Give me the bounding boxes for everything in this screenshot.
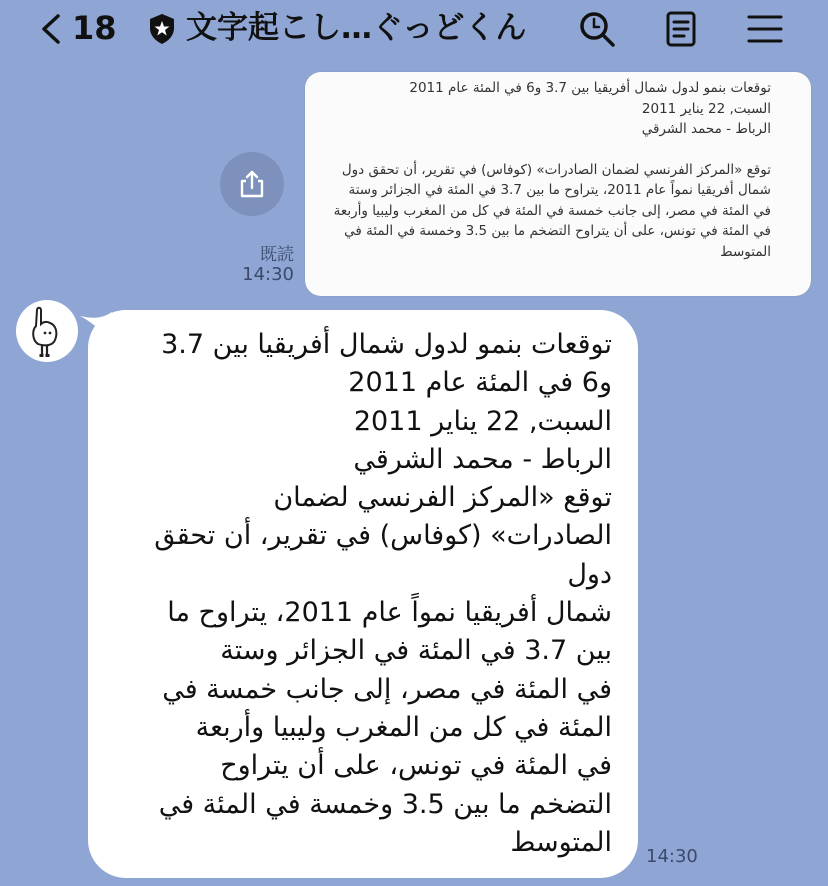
- message-line: الصادرات» (كوفاس) في تقرير، أن تحقق: [154, 520, 612, 552]
- message-line: الرباط - محمد الشرقي: [353, 443, 612, 475]
- image-line: في المئة في تونس، على أن يتراوح التضخم ما بين 3.5 وخمسة في المئة في: [344, 223, 771, 239]
- share-button[interactable]: [220, 152, 284, 216]
- message-line: شمال أفريقيا نمواً عام 2011، يتراوح ما: [167, 597, 612, 629]
- message-line: المتوسط: [510, 826, 612, 858]
- chat-header: [0, 0, 828, 60]
- outgoing-timestamp: 14:30: [242, 264, 294, 285]
- notes-icon[interactable]: [660, 8, 702, 50]
- share-icon: [237, 169, 267, 199]
- message-line: توقع «المركز الفرنسي لضمان: [273, 482, 612, 514]
- image-line: الرباط - محمد الشرقي: [641, 121, 771, 137]
- search-icon[interactable]: [576, 8, 618, 50]
- message-line: دول: [567, 558, 612, 590]
- image-line: المتوسط: [720, 243, 771, 260]
- bot-avatar-icon: [16, 300, 78, 362]
- outgoing-image-message[interactable]: [305, 72, 811, 296]
- chat-title: 文字起こし…ぐっどくん: [186, 10, 527, 46]
- image-line: في المئة في مصر، إلى جانب خمسة في المئة في كل من المغرب وليبيا وأربعة: [333, 202, 771, 219]
- image-line: توقعات بنمو لدول شمال أفريقيا بين 3.7 و6 في المئة عام 2011: [409, 80, 771, 96]
- hamburger-menu-icon[interactable]: [744, 8, 786, 50]
- message-line: بين 3.7 في المئة في الجزائر وستة: [220, 635, 612, 667]
- message-line: و6 في المئة عام 2011: [348, 367, 612, 399]
- message-line: السبت, 22 يناير 2011: [353, 405, 612, 437]
- image-line: شمال أفريقيا نمواً عام 2011، يتراوح ما بين 3.7 في المئة في الجزائر وستة: [348, 182, 771, 198]
- image-line: السبت, 22 يناير 2011: [641, 100, 771, 117]
- message-line: في المئة في تونس، على أن يتراوح: [220, 750, 612, 782]
- incoming-message-text: [112, 326, 612, 862]
- message-line: المئة في كل من المغرب وليبيا وأربعة: [195, 711, 612, 743]
- avatar[interactable]: [16, 300, 78, 362]
- message-line: في المئة في مصر، إلى جانب خمسة في: [162, 673, 612, 705]
- incoming-timestamp: 14:30: [646, 846, 698, 867]
- shield-star-icon: [148, 13, 176, 45]
- read-receipt: 既読: [260, 245, 294, 265]
- chevron-left-icon[interactable]: [36, 14, 66, 44]
- message-line: توقعات بنمو لدول شمال أفريقيا بين 3.7: [161, 329, 612, 360]
- image-article-text: [305, 72, 811, 262]
- unread-count[interactable]: 18: [72, 9, 117, 47]
- message-line: التضخم ما بين 3.5 وخمسة في المئة في: [158, 788, 612, 820]
- image-line: توقع «المركز الفرنسي لضمان الصادرات» (كوفاس) في تقرير، أن تحقق دول: [341, 161, 771, 178]
